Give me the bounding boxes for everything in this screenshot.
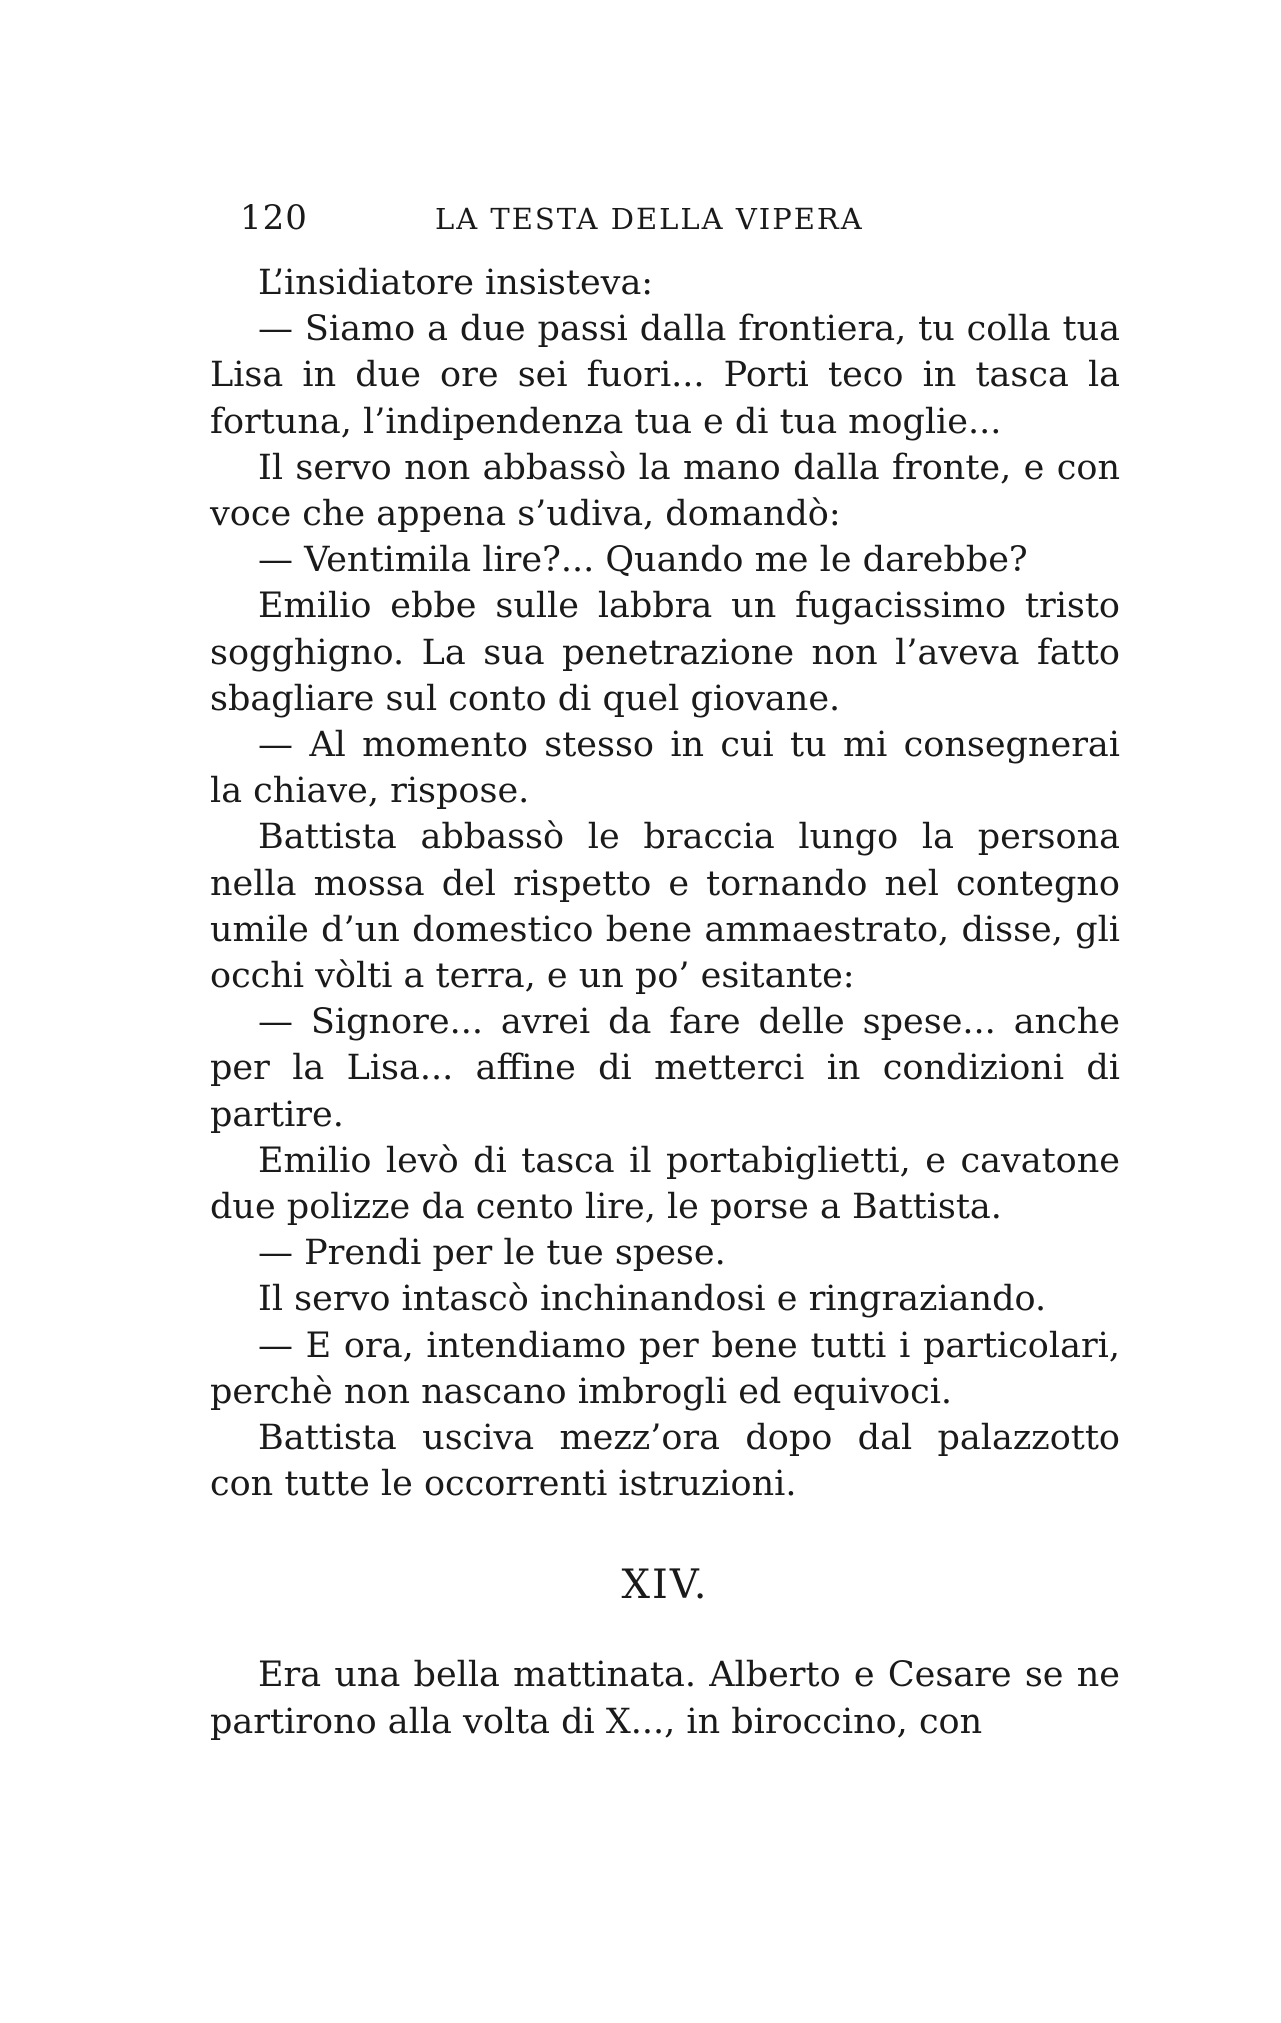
chapter-text	[210, 1652, 1120, 1745]
text-body	[210, 260, 1120, 1507]
running-title: LA TESTA DELLA VIPERA	[435, 202, 864, 236]
paragraph: Emilio levò di tasca il portabiglietti, e cavatone due polizze da cento lire, le porse a Battista.	[210, 1140, 1120, 1228]
paragraph: Il servo non abbassò la mano dalla fronte, e con voce che appena s’udiva, domandò:	[210, 447, 1120, 535]
chapter-heading: XIV.	[621, 1562, 709, 1608]
paragraph: — Signore... avrei da fare delle spese... anche per la Lisa... affine di metterci in condizioni di partire.	[210, 1002, 1120, 1135]
paragraph: — Prendi per le tue spese.	[258, 1233, 726, 1274]
paragraph: Battista abbassò le braccia lungo la persona nella mossa del rispetto e tornando nel contegno umile d’un domestico bene ammaestrato, disse, gli occhi vòlti a terra, e un po’ esitante:	[210, 817, 1120, 997]
paragraph: — Ventimila lire?... Quando me le darebbe?	[258, 540, 1028, 581]
paragraph: L’insidiatore insisteva:	[258, 263, 654, 303]
paragraph: — Al momento stesso in cui tu mi consegnerai la chiave, rispose.	[210, 725, 1120, 812]
paragraph: — Siamo a due passi dalla frontiera, tu colla tua Lisa in due ore sei fuori... Porti teco in tasca la fortuna, l’indipendenza tua e di tua moglie...	[210, 309, 1120, 442]
page-number: 120	[240, 198, 308, 238]
paragraph: — E ora, intendiamo per bene tutti i particolari, perchè non nascano imbrogli ed equivoci.	[210, 1325, 1120, 1412]
paragraph: Il servo intascò inchinandosi e ringraziando.	[258, 1279, 1047, 1320]
paragraph: Emilio ebbe sulle labbra un fugacissimo tristo sogghigno. La sua penetrazione non l’aveva fatto sbagliare sul conto di quel giovane.	[210, 586, 1120, 719]
paragraph: Battista usciva mezz’ora dopo dal palazzotto con tutte le occorrenti istruzioni.	[210, 1418, 1120, 1505]
paragraph: Era una bella mattinata. Alberto e Cesare se ne partirono alla volta di X..., in biroccino, con	[210, 1655, 1120, 1742]
